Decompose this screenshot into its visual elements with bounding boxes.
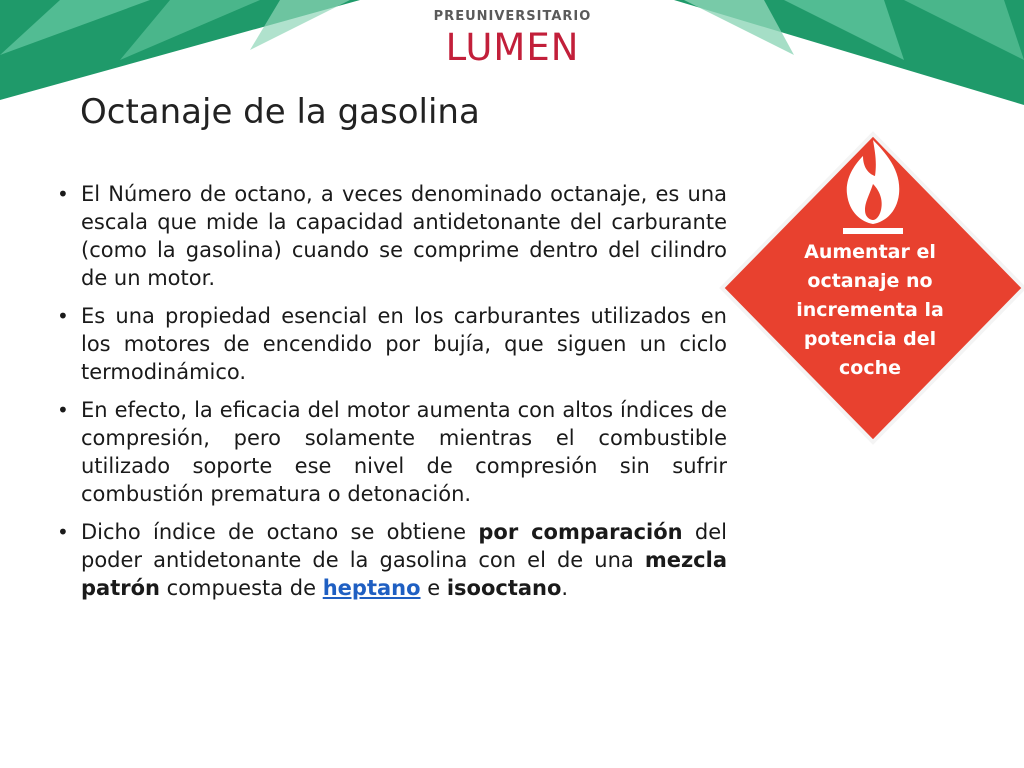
text-segment: del poder antidetonante de la gasolina con el de una (81, 520, 727, 572)
bullet-item (55, 396, 727, 508)
bold-text: isooctano (446, 576, 562, 600)
bold-text: mezcla patrón (81, 548, 727, 600)
bullet-text: Es una propiedad esencial en los carburantes utilizados en los motores de encendido por bujía, que siguen un ciclo termodinámico. (81, 304, 727, 384)
bullet-text (81, 520, 727, 600)
bold-text: por comparación (478, 520, 683, 544)
text-segment: compuesta de (159, 576, 323, 600)
warning-sign-text: Aumentar el octanaje no incrementa la potencia del coche (796, 241, 944, 379)
heptano-link[interactable]: heptano (322, 576, 421, 600)
logo-top-text: PREUNIVERSITARIO (433, 9, 592, 24)
bullet-list (55, 180, 727, 612)
bullet-text: El Número de octano, a veces denominado octanaje, es una escala que mide la capacidad antidetonante del carburante (como la gasolina) cuando se comprime dentro del cilindro de un motor. (81, 182, 727, 290)
text-segment: e (420, 576, 447, 600)
bullet-symbol: • (57, 520, 69, 544)
bullet-text: En efecto, la eficacia del motor aumenta con altos índices de compresión, pero solamente mientras el combustible utilizado soporte ese nivel de compresión sin sufrir combustión prematura o detonación. (81, 398, 727, 506)
logo-main-text: LUMEN (445, 26, 580, 69)
text-segment: . (561, 576, 569, 600)
text-segment: Dicho índice de octano se obtiene (81, 520, 479, 544)
logo (430, 8, 595, 68)
bullet-symbol: • (57, 182, 69, 206)
bullet-symbol: • (57, 398, 69, 422)
bullet-symbol: • (57, 304, 69, 328)
bullet-item (55, 302, 727, 386)
bullet-item (55, 180, 727, 292)
slide-title: Octanaje de la gasolina (80, 92, 480, 132)
header-decoration-right (674, 0, 1024, 110)
bullet-item (55, 518, 727, 602)
